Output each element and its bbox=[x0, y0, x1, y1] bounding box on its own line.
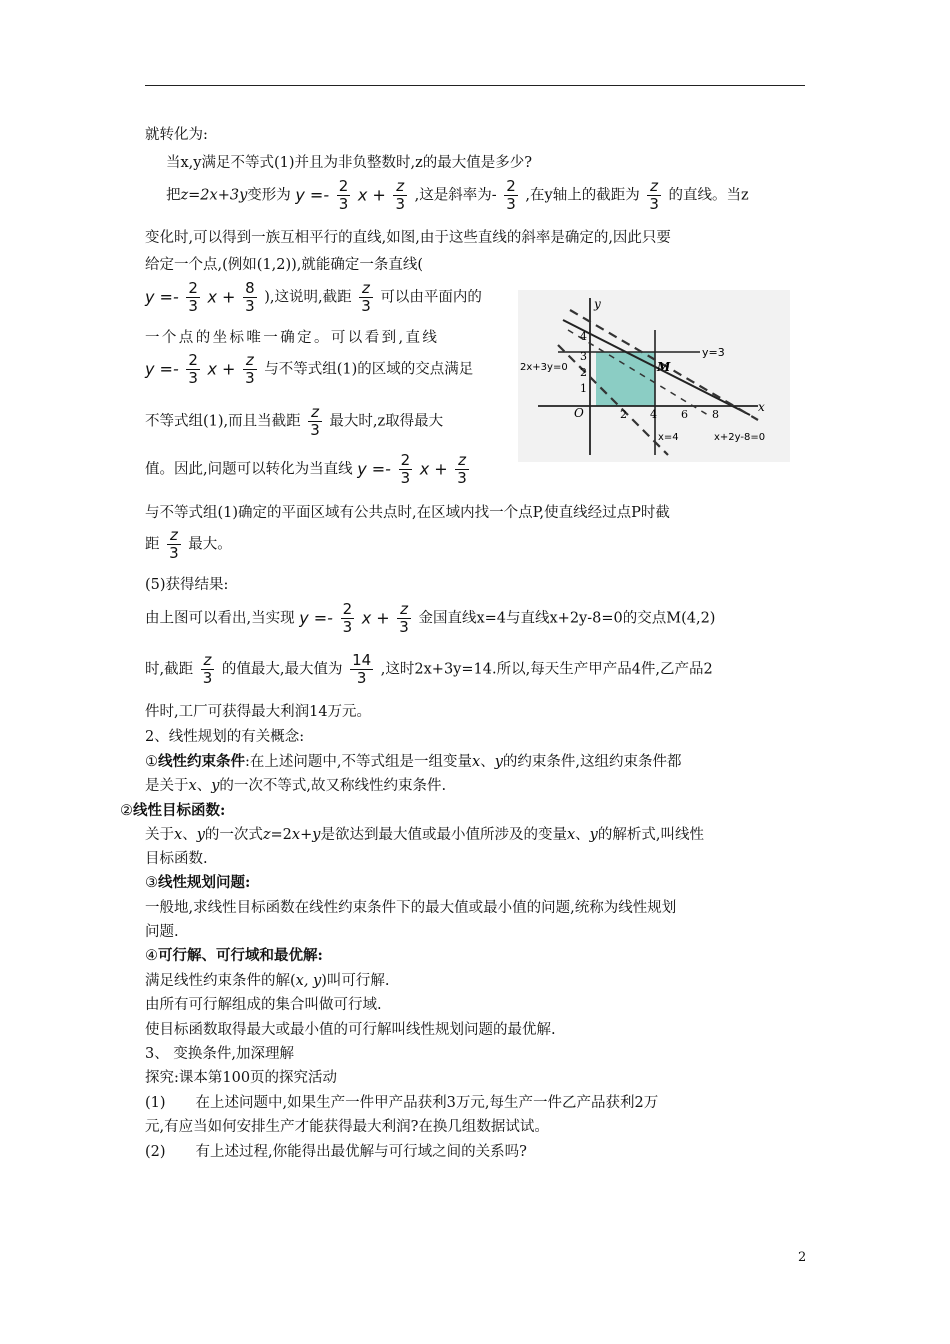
fraction: $\frac{z}{3}$ bbox=[395, 177, 405, 213]
section-3-heading: 3、 变换条件,加深理解 bbox=[145, 1046, 294, 1062]
fraction: $\frac{2}{3}$ bbox=[342, 600, 353, 636]
text-line: 件时,工厂可获得最大利润14万元。 bbox=[145, 704, 372, 720]
fraction: $\frac{14}{3}$ bbox=[352, 651, 372, 687]
fraction: $\frac{z}{3}$ bbox=[649, 177, 659, 213]
tick-x: 8 bbox=[712, 408, 719, 421]
fraction: $\frac{2}{3}$ bbox=[400, 451, 411, 487]
tick-y: 2 bbox=[580, 366, 587, 379]
question-line: 当x,y满足不等式(1)并且为非负整数时,z的最大值是多少? bbox=[166, 155, 533, 171]
fraction: $\frac{z}{3}$ bbox=[202, 651, 213, 687]
text-line: 元,有应当如何安排生产才能获得最大利润?在换几组数据试试。 bbox=[145, 1119, 549, 1135]
question-1: (1) 在上述问题中,如果生产一件甲产品获利3万元,每生产一件乙产品获利2万 bbox=[145, 1095, 659, 1111]
tick-y: 4 bbox=[580, 330, 587, 343]
tick-x: 2 bbox=[620, 408, 627, 421]
label-x2y8: x+2y-8=0 bbox=[714, 432, 766, 443]
math-line-6: 距 $\frac{z}{3}$ 最大。 bbox=[145, 526, 232, 562]
fraction: $\frac{2}{3}$ bbox=[338, 177, 349, 213]
tick-y: 1 bbox=[580, 382, 587, 395]
text-line: 一个点的坐标唯一确定。可以看到,直线 bbox=[145, 330, 440, 346]
text-line: 给定一个点,(例如(1,2)),就能确定一条直线( bbox=[145, 257, 424, 273]
fraction: $\frac{2}{3}$ bbox=[188, 351, 198, 387]
math-line-2: y =- $\frac{2}{3}$ x + $\frac{8}{3}$ ),这说明,截距 $\frac{z}{3}$ 可以由平面内的 bbox=[145, 279, 482, 315]
fraction: $\frac{z}{3}$ bbox=[361, 279, 371, 315]
fraction: $\frac{8}{3}$ bbox=[245, 279, 255, 315]
fraction: $\frac{2}{3}$ bbox=[506, 177, 516, 213]
x-axis-label: x bbox=[758, 400, 765, 414]
concept-3: ③线性规划问题: bbox=[145, 874, 251, 891]
concept-2: ②线性目标函数: bbox=[120, 802, 226, 819]
fraction: $\frac{z}{3}$ bbox=[245, 351, 255, 387]
label-y3: y=3 bbox=[702, 346, 725, 359]
feasible-region bbox=[596, 352, 655, 406]
label-2x3y: 2x+3y=0 bbox=[520, 362, 568, 373]
concept-1-cont: 是关于x、y的一次不等式,故又称线性约束条件. bbox=[145, 778, 447, 794]
concept-2-text: 关于x、y的一次式z=2x+y是欲达到最大值或最小值所涉及的变量x、y的解析式,叫线性 bbox=[145, 827, 704, 843]
fraction: $\frac{z}{3}$ bbox=[457, 451, 467, 487]
tick-x: 4 bbox=[650, 408, 657, 421]
math-line-7: 由上图可以看出,当实现 y =- $\frac{2}{3}$ x + $\frac{z}{3}$ 金国直线x=4与直线x+2y-8=0的交点M(4,2) bbox=[145, 600, 716, 636]
text-line: 目标函数. bbox=[145, 851, 208, 867]
fraction: $\frac{2}{3}$ bbox=[188, 279, 198, 315]
question-2: (2) 有上述过程,你能得出最优解与可行域之间的关系吗? bbox=[145, 1144, 527, 1160]
text-line: 由所有可行解组成的集合叫做可行域. bbox=[145, 997, 382, 1013]
concept-4: ④可行解、可行域和最优解: bbox=[145, 947, 323, 964]
text-line: 探究:课本第100页的探究活动 bbox=[145, 1070, 338, 1086]
linear-programming-graph bbox=[518, 290, 790, 462]
concept-4-text: 满足线性约束条件的解(x, y)叫可行解. bbox=[145, 973, 390, 989]
math-line-3: y =- $\frac{2}{3}$ x + $\frac{z}{3}$ 与不等式组(1)的区域的交点满足 bbox=[145, 351, 474, 387]
header-rule bbox=[145, 85, 805, 86]
math-line-1: 把z=2x+3y变形为 y =- $\frac{2}{3}$ x + $\frac{z}{3}$ ,这是斜率为- $\frac{2}{3}$ ,在y轴上的截距为 $\frac{z}{3}$ 的直线。当z bbox=[166, 177, 749, 213]
text-line: 就转化为: bbox=[145, 127, 208, 143]
concept-1: ①线性约束条件:在上述问题中,不等式组是一组变量x、y的约束条件,这组约束条件都 bbox=[145, 753, 682, 770]
text-line: 变化时,可以得到一族互相平行的直线,如图,由于这些直线的斜率是确定的,因此只要 bbox=[145, 230, 671, 246]
tick-x: 6 bbox=[681, 408, 688, 421]
fraction: $\frac{z}{3}$ bbox=[169, 526, 179, 562]
fraction: $\frac{z}{3}$ bbox=[310, 403, 320, 439]
origin-label: O bbox=[574, 406, 584, 420]
section-2-heading: 2、线性规划的有关概念: bbox=[145, 729, 305, 745]
page-number: 2 bbox=[798, 1250, 807, 1265]
math-line-5: 值。因此,问题可以转化为当直线 y =- $\frac{2}{3}$ x + $\frac{z}{3}$ bbox=[145, 451, 467, 487]
tick-y: 3 bbox=[580, 350, 587, 363]
math-line-8: 时,截距 $\frac{z}{3}$ 的值最大,最大值为 $\frac{14}{3}$ ,这时2x+3y=14.所以,每天生产甲产品4件,乙产品2 bbox=[145, 651, 713, 687]
fraction: $\frac{z}{3}$ bbox=[399, 600, 409, 636]
text-line: 问题. bbox=[145, 924, 179, 940]
text-line: 一般地,求线性目标函数在线性约束条件下的最大值或最小值的问题,统称为线性规划 bbox=[145, 900, 677, 916]
y-axis-label: y bbox=[594, 297, 601, 311]
point-m-label: M bbox=[657, 360, 671, 374]
text-line: 与不等式组(1)确定的平面区域有公共点时,在区域内找一个点P,使直线经过点P时截 bbox=[145, 505, 670, 521]
text-line: 使目标函数取得最大或最小值的可行解叫线性规划问题的最优解. bbox=[145, 1022, 556, 1038]
text-line: (5)获得结果: bbox=[145, 577, 229, 593]
label-x4: x=4 bbox=[658, 432, 679, 443]
math-line-4: 不等式组(1),而且当截距 $\frac{z}{3}$ 最大时,z取得最大 bbox=[145, 403, 444, 439]
